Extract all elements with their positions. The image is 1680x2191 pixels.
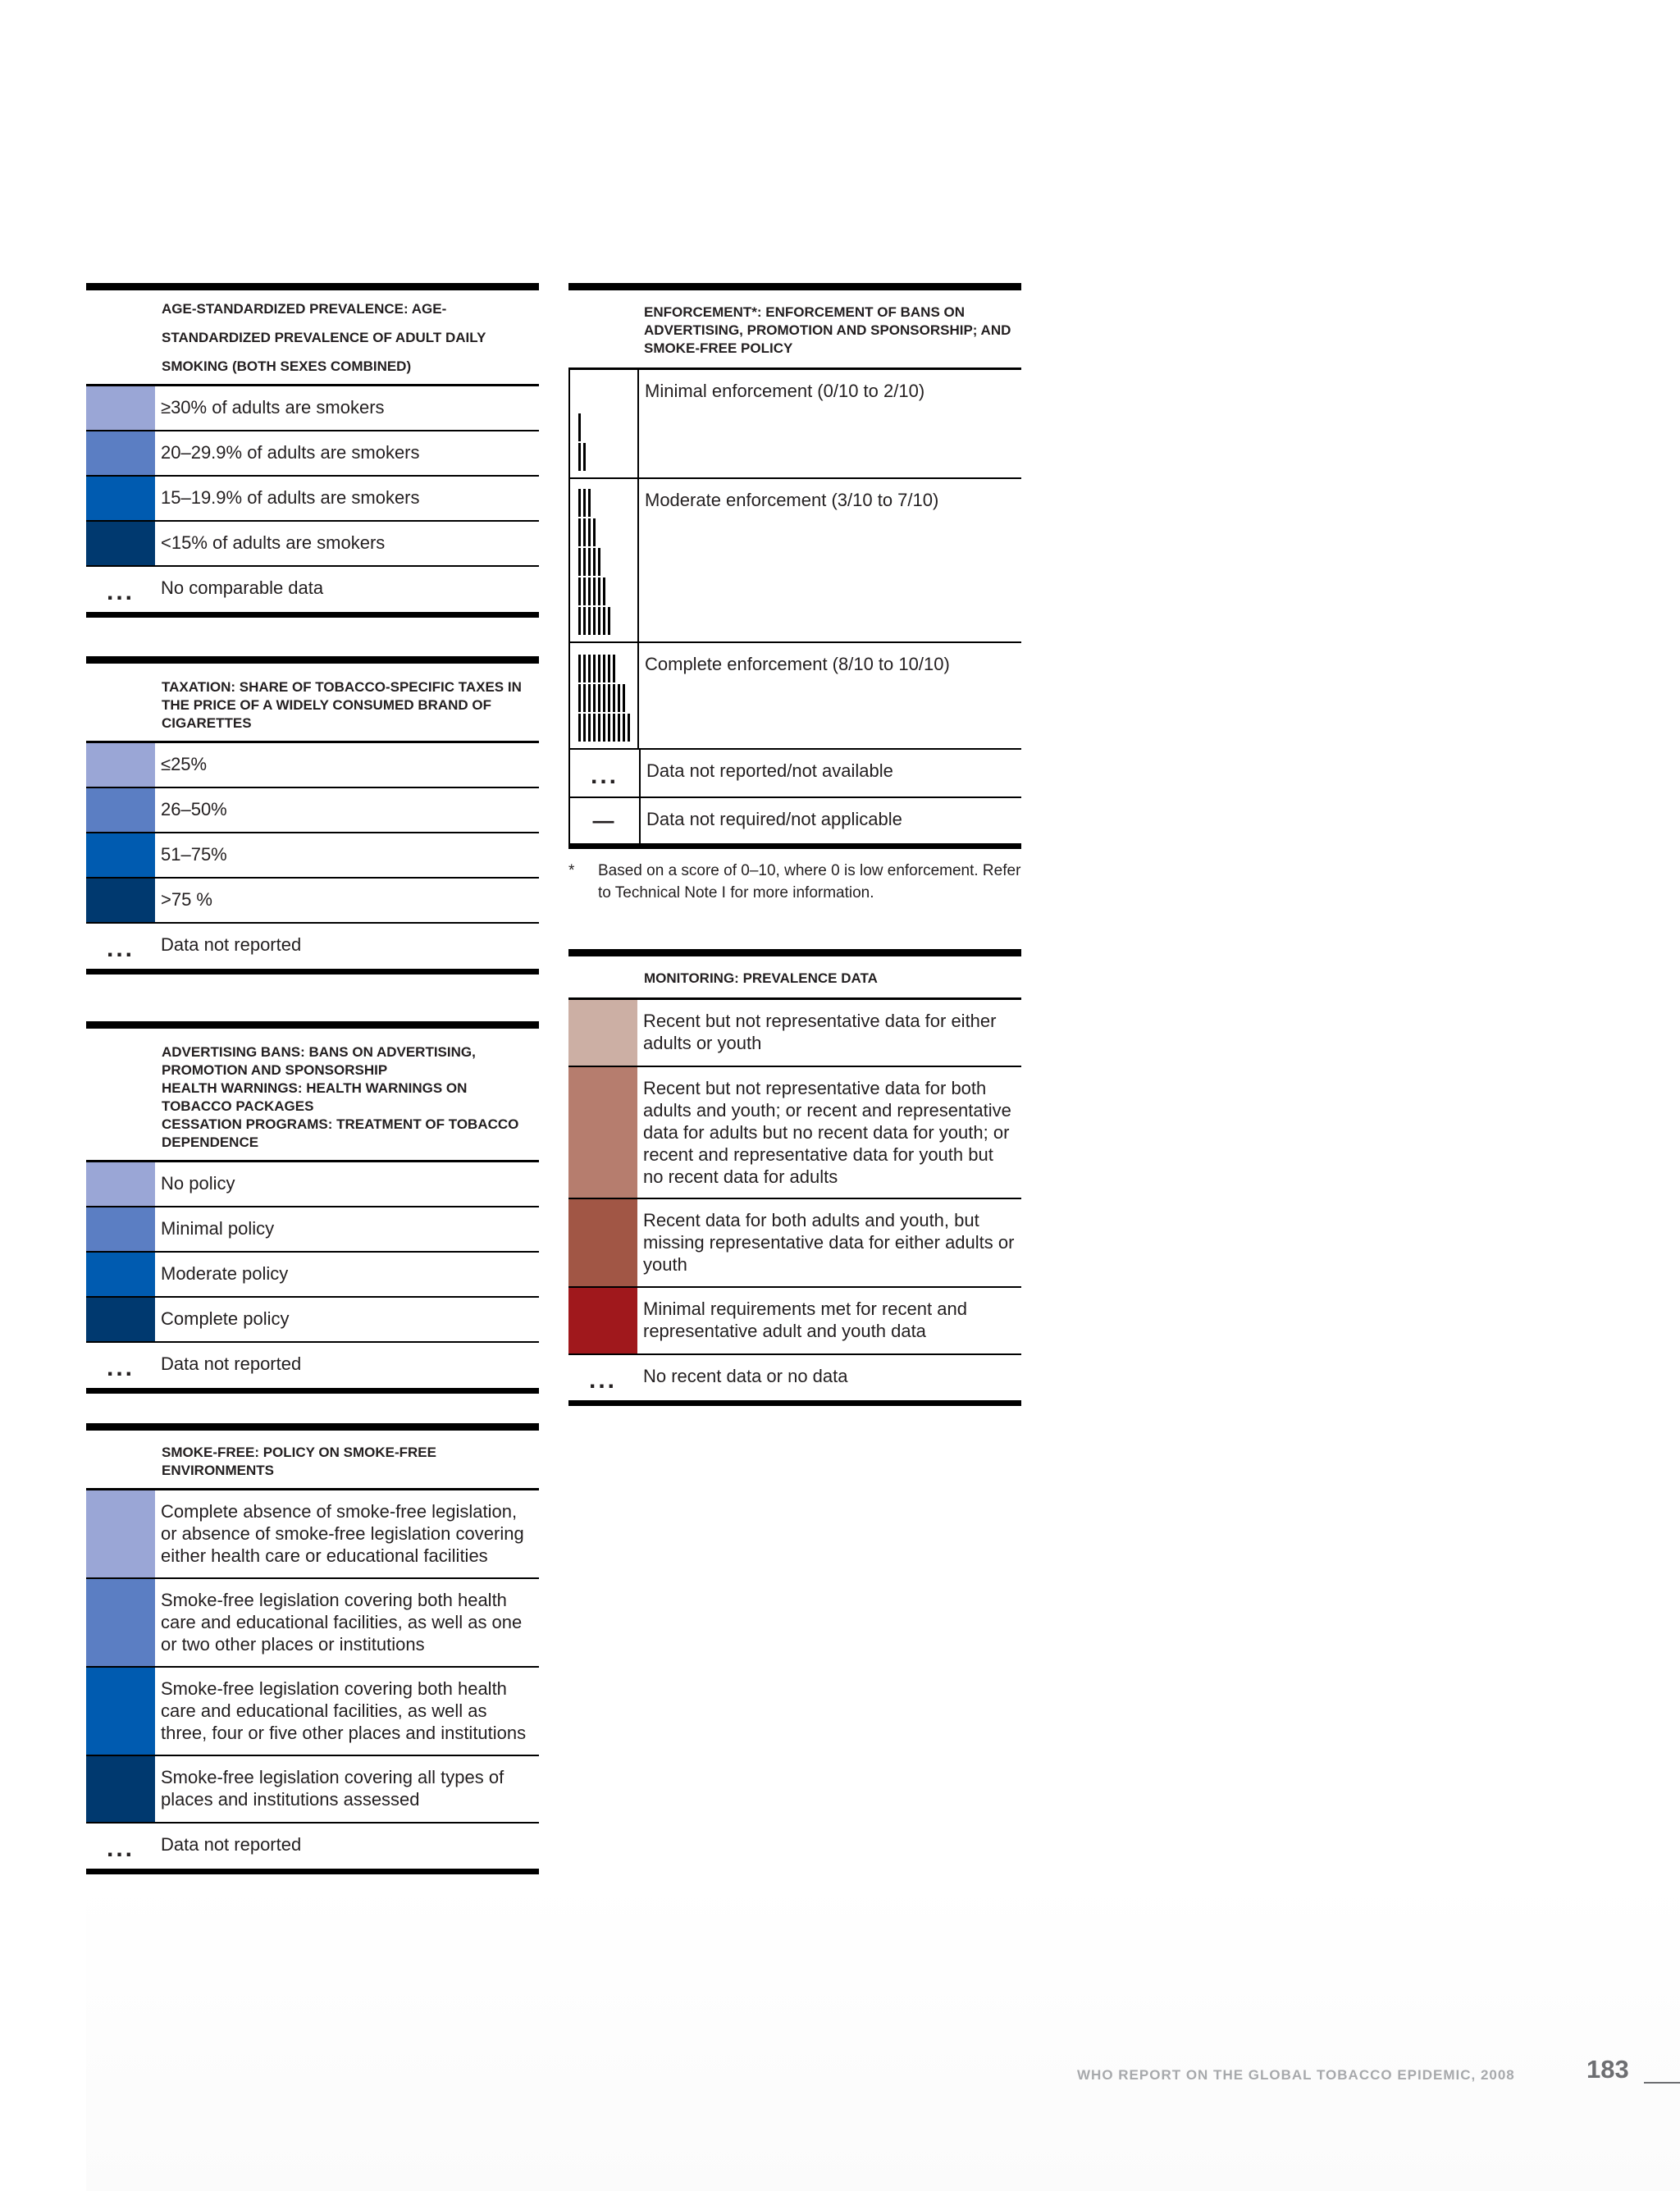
color-swatch [86,743,155,787]
legend-title: ENFORCEMENT*: ENFORCEMENT OF BANS ON ADVERTISING, PROMOTION AND SPONSORSHIP; AND SMOKE-FREE POLICY [644,304,1011,356]
legend-label: Data not reported [161,1353,302,1374]
legend-header [86,1029,539,1162]
legend-label: <15% of adults are smokers [161,532,386,553]
legend-row [86,1579,539,1668]
ellipsis-marker: ... [106,577,135,605]
legend-label: Data not reported [161,1834,302,1855]
legend-label: No recent data or no data [643,1366,848,1386]
bar-mark-5 [578,548,600,576]
legend-row [86,879,539,924]
legend-label: 26–50% [161,799,227,819]
legend-label: Recent but not representative data for both adults and youth; or recent and representative data for adults but no recent data for youth; or recent and representative data for youth but no recent data for adults [643,1078,1011,1187]
legend-top-rule [86,1423,539,1431]
color-swatch [86,431,155,475]
legend-top-rule [86,656,539,664]
legend-row [86,522,539,567]
ellipsis-marker: ... [570,750,641,797]
ellipsis-marker: ... [106,1834,135,1862]
legend-title: SMOKE-FREE: POLICY ON SMOKE-FREE ENVIRONMENTS [162,1445,436,1478]
legend-top-rule [86,283,539,290]
legend-label: 51–75% [161,844,227,865]
color-swatch [86,1207,155,1251]
color-swatch [86,1162,155,1206]
enforcement-row-complete [568,643,1021,750]
legend-header [568,290,1021,370]
legend-label: Complete absence of smoke-free legislation, or absence of smoke-free legislation covering either health care or educational facilities [161,1501,524,1566]
legend-title [157,1029,539,1160]
legend-top-rule [86,1021,539,1029]
legend-label: Recent but not representative data for either adults or youth [643,1011,997,1053]
legend-top-rule [568,283,1021,290]
legend-row [86,1298,539,1343]
legend-row [568,1000,1021,1067]
enforcement-legend [568,283,1021,849]
bar-mark-1 [578,413,581,441]
color-swatch [86,477,155,520]
color-swatch [86,788,155,832]
legend-row [86,1490,539,1579]
footnote-asterisk: * [568,862,575,879]
legend-label: No comparable data [161,577,324,598]
legend-row [568,1199,1021,1288]
enforcement-row-minimal [568,370,1021,479]
title-cessation: CESSATION PROGRAMS: TREATMENT OF TOBACCO DEPENDENCE [162,1116,519,1150]
enforcement-footnote [568,860,1028,904]
legend-row [86,477,539,522]
page-number-rule [1644,2082,1680,2084]
prevalence-legend [86,283,539,618]
taxation-legend [86,656,539,975]
policy-legend [86,1021,539,1394]
bar-mark-7 [578,607,610,635]
ellipsis-marker: ... [106,934,135,962]
enforcement-row-not-applicable [568,798,1021,849]
legend-label: Data not required/not applicable [646,809,902,829]
bar-mark-6 [578,577,605,605]
title-health-warnings: HEALTH WARNINGS: HEALTH WARNINGS ON TOBACCO PACKAGES [162,1080,468,1114]
color-swatch [568,1288,637,1353]
legend-label: Smoke-free legislation covering all types of places and institutions assessed [161,1767,504,1810]
color-swatch [568,1000,637,1066]
bar-mark-10 [578,714,632,742]
page-background-shade [86,1878,1680,2191]
legend-row [86,1162,539,1207]
legend-row [86,1756,539,1824]
title-advertising: ADVERTISING BANS: BANS ON ADVERTISING, PROMOTION AND SPONSORSHIP [162,1044,476,1078]
color-swatch [86,1298,155,1341]
legend-row [86,386,539,431]
color-swatch [568,1067,637,1198]
legend-label: Smoke-free legislation covering both health care and educational facilities, as well as three, four or five other places and institutions [161,1678,527,1743]
enforcement-row-moderate [568,479,1021,643]
color-swatch [86,1668,155,1755]
bar-mark-2 [578,443,586,471]
legend-row [86,431,539,477]
color-swatch [86,522,155,565]
legend-label: ≤25% [161,754,208,774]
footnote-text: Based on a score of 0–10, where 0 is low enforcement. Refer to Technical Note I for more information. [598,862,1021,902]
bar-mark-4 [578,518,596,546]
ellipsis-marker: ... [106,1353,135,1381]
report-footer-title: WHO REPORT ON THE GLOBAL TOBACCO EPIDEMIC, 2008 [1077,2067,1515,2083]
enforcement-bars [570,479,639,641]
color-swatch [568,1199,637,1286]
page-number: 183 [1586,2055,1629,2084]
legend-label: ≥30% of adults are smokers [161,397,385,418]
legend-label: Moderate enforcement (3/10 to 7/10) [645,490,939,510]
legend-label: Data not reported/not available [646,760,893,781]
legend-title: AGE-STANDARDIZED PREVALENCE: AGE-STANDARDIZED PREVALENCE OF ADULT DAILY SMOKING (BOTH SEXES COMBINED) [162,301,486,374]
legend-row-no-data [86,567,539,618]
ellipsis-marker: ... [588,1366,617,1394]
legend-row [86,743,539,788]
legend-header [568,956,1021,1000]
monitoring-legend [568,949,1021,1406]
enforcement-bars [570,370,639,477]
legend-label: 15–19.9% of adults are smokers [161,487,420,508]
legend-label: No policy [161,1173,235,1194]
legend-row-no-data [86,1343,539,1394]
enforcement-row-not-available [568,750,1021,798]
legend-title: TAXATION: SHARE OF TOBACCO-SPECIFIC TAXES IN THE PRICE OF A WIDELY CONSUMED BRAND OF CIGARETTES [162,679,522,731]
color-swatch [86,1579,155,1666]
legend-label: Minimal policy [161,1218,275,1239]
smokefree-legend [86,1423,539,1874]
color-swatch [86,1253,155,1296]
legend-label: 20–29.9% of adults are smokers [161,442,420,463]
legend-label: Minimal enforcement (0/10 to 2/10) [645,381,925,401]
legend-row [86,788,539,833]
legend-row-no-data [86,924,539,975]
legend-label: >75 % [161,889,212,910]
legend-top-rule [568,949,1021,956]
legend-header [86,1431,539,1490]
legend-header [86,290,539,386]
legend-row [86,833,539,879]
legend-header [86,664,539,743]
legend-label: Moderate policy [161,1263,289,1284]
legend-label: Complete enforcement (8/10 to 10/10) [645,654,950,674]
legend-row-no-data [568,1355,1021,1406]
legend-label: Minimal requirements met for recent and representative adult and youth data [643,1299,967,1341]
bar-mark-8 [578,655,615,682]
color-swatch [86,1490,155,1577]
legend-label: Complete policy [161,1308,290,1329]
enforcement-bars [570,643,639,748]
color-swatch [86,1756,155,1822]
legend-row [86,1668,539,1756]
legend-label: Data not reported [161,934,302,955]
bar-mark-9 [578,684,625,712]
color-swatch [86,833,155,877]
legend-row [86,1207,539,1253]
color-swatch [86,386,155,430]
bar-mark-3 [578,489,591,517]
legend-label: Recent data for both adults and youth, but missing representative data for either adults or youth [643,1210,1015,1275]
legend-label: Smoke-free legislation covering both health care and educational facilities, as well as one or two other places or institutions [161,1590,523,1655]
legend-title: MONITORING: PREVALENCE DATA [644,970,878,986]
color-swatch [86,879,155,922]
legend-row [568,1288,1021,1355]
dash-marker: — [570,798,641,843]
legend-row [568,1067,1021,1199]
legend-row-no-data [86,1824,539,1874]
legend-row [86,1253,539,1298]
